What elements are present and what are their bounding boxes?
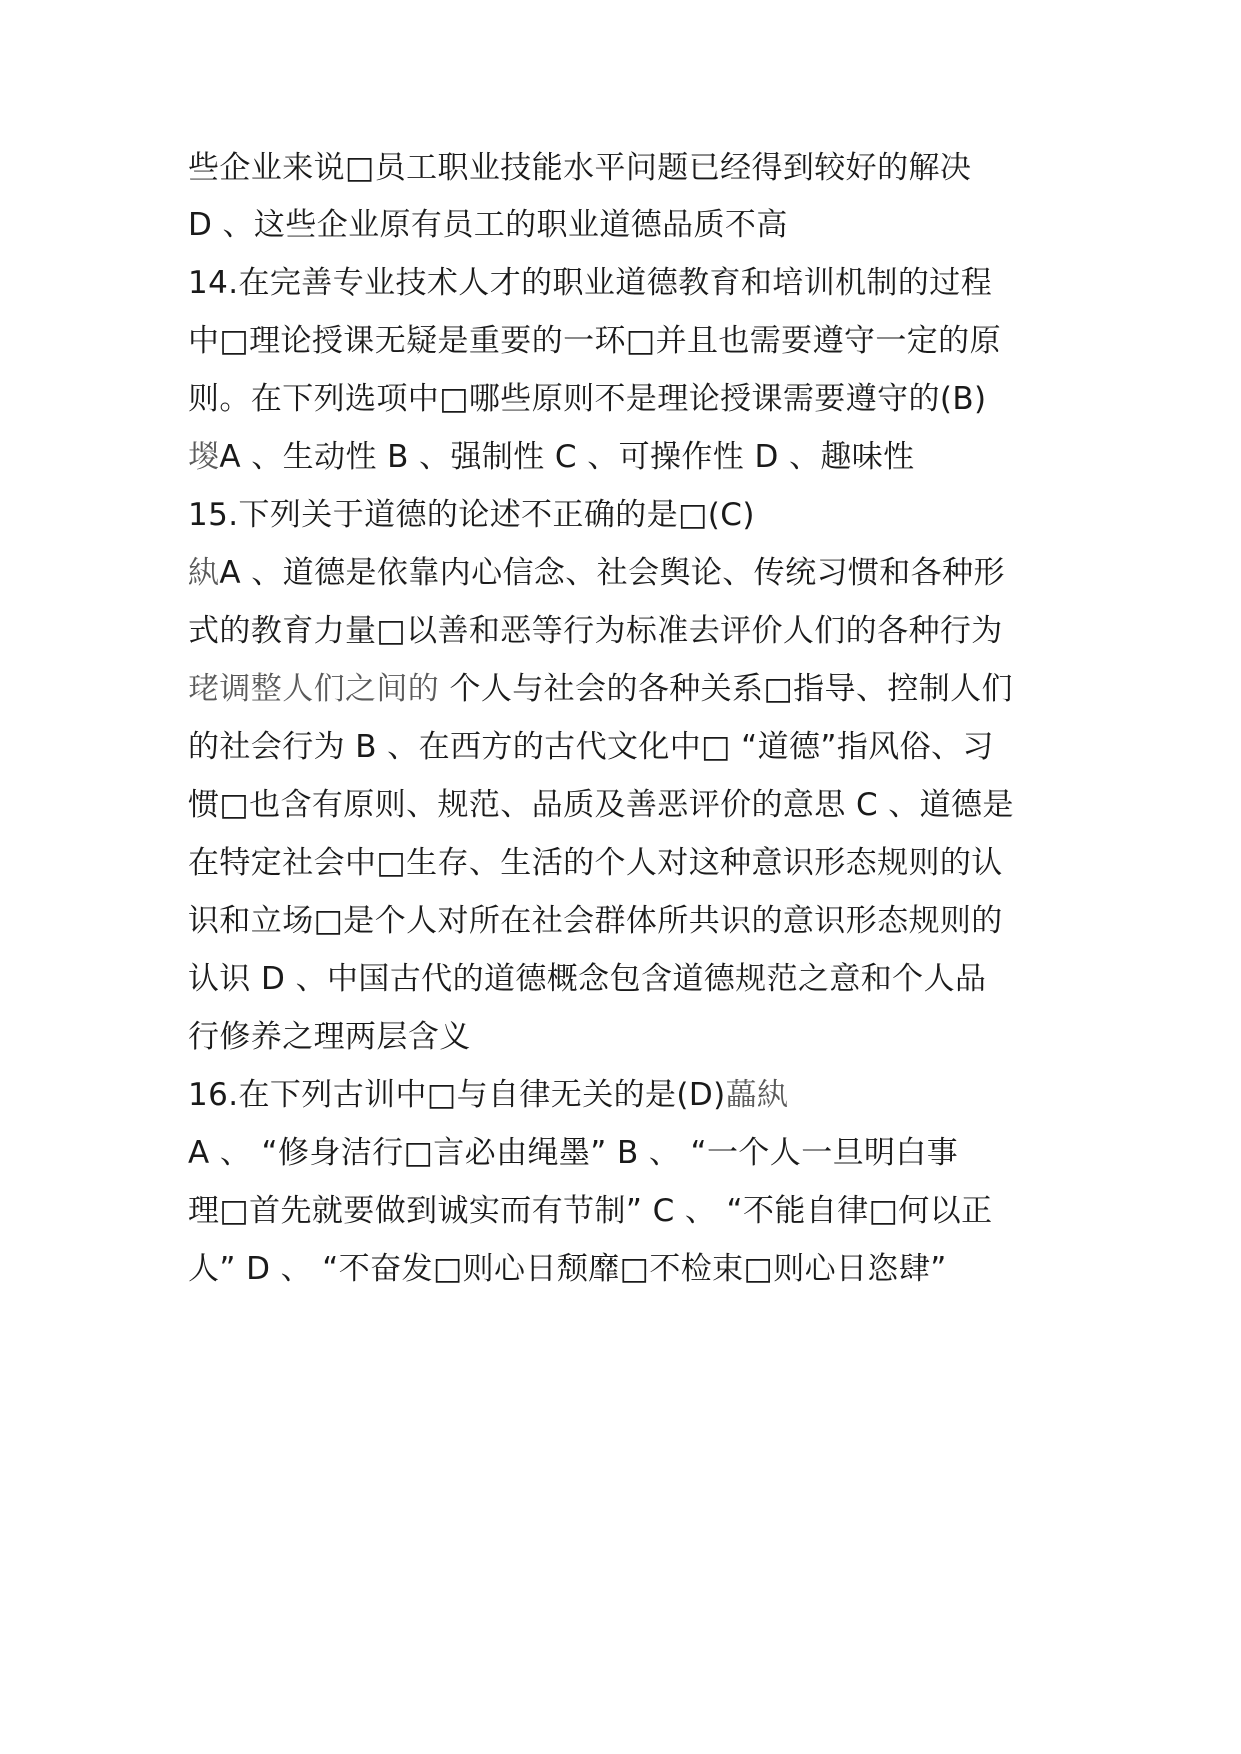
question-15-line-4 (188, 669, 1068, 709)
question-14-line-1: 14.在完善专业技术人才的职业道德教育和培训机制的过程 (188, 265, 993, 301)
question-15-line-10: 行修养之理两层含义 (188, 1019, 471, 1055)
question-16-line-1-text: 16.在下列古训中□与自律无关的是(D) (188, 1077, 726, 1113)
garbled-text: 珯调整人们之间的 (188, 671, 440, 707)
question-14-line-3: 则。在下列选项中□哪些原则不是理论授课需要遵守的(B) (188, 381, 987, 417)
question-16-line-3: 理□首先就要做到诚实而有节制” C 、 “不能自律□何以正 (188, 1193, 993, 1229)
question-14-options (188, 437, 1068, 477)
text-line-1: 些企业来说□员工职业技能水平问题已经得到较好的解决 (188, 150, 972, 186)
garbled-glyph: 堫 (188, 439, 220, 475)
question-15-line-9: 认识 D 、中国古代的道德概念包含道德规范之意和个人品 (188, 961, 987, 997)
question-15-option-a-text: A 、道德是依靠内心信念、社会舆论、传统习惯和各种形 (219, 555, 1005, 591)
garbled-glyph: 藟紈 (725, 1077, 789, 1113)
question-15-line-6: 惯□也含有原则、规范、品质及善恶评价的意思 C 、道德是 (188, 787, 1014, 823)
question-16-line-2: A 、 “修身洁行□言必由绳墨” B 、 “一个人一旦明白事 (188, 1135, 959, 1171)
question-15-line-3: 式的教育力量□以善和恶等行为标准去评价人们的各种行为 (188, 613, 1003, 649)
question-14-options-text: A 、生动性 B 、强制性 C 、可操作性 D 、趣味性 (219, 439, 915, 475)
question-15-option-a (188, 553, 1068, 593)
option-d-line: D 、这些企业原有员工的职业道德品质不高 (188, 207, 788, 243)
question-14-line-2: 中□理论授课无疑是重要的一环□并且也需要遵守一定的原 (188, 323, 1001, 359)
question-15-line-7: 在特定社会中□生存、生活的个人对这种意识形态规则的认 (188, 845, 1003, 881)
question-16-line-4: 人” D 、 “不奋发□则心日颓靡□不检束□则心日恣肆” (188, 1251, 947, 1287)
question-15-line-1: 15.下列关于道德的论述不正确的是□(C) (188, 497, 755, 533)
garbled-glyph: 紈 (188, 555, 220, 591)
question-15-line-5: 的社会行为 B 、在西方的古代文化中□ “道德”指风俗、习 (188, 729, 994, 765)
question-15-line-4-text: 个人与社会的各种关系□指导、控制人们 (439, 671, 1013, 707)
question-15-line-8: 识和立场□是个人对所在社会群体所共识的意识形态规则的 (188, 903, 1003, 939)
question-16-line-1 (188, 1075, 1068, 1115)
